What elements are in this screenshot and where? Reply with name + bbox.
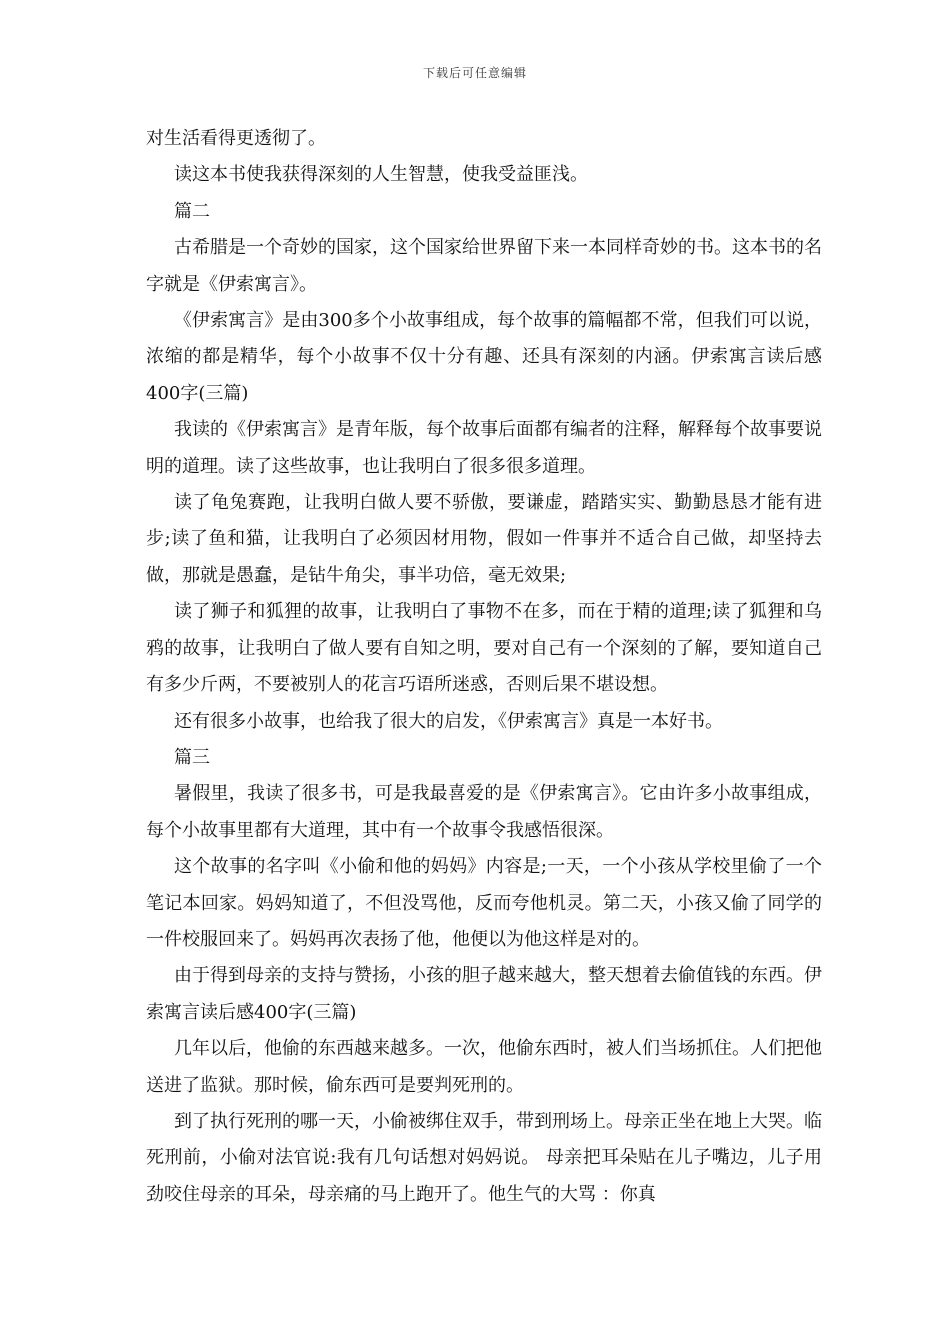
paragraph: 到了执行死刑的哪一天，小偷被绑住双手，带到刑场上。母亲正坐在地上大哭。临死刑前，小偷对法官说:我有几句话想对妈妈说。 母亲把耳朵贴在儿子嘴边，儿子用劲咬住母亲的耳朵，母亲痛的马上跑开了。他生气的大骂 ：你真 (146, 1110, 822, 1205)
paragraph: 读了狮子和狐狸的故事，让我明白了事物不在多，而在于精的道理;读了狐狸和乌鸦的故事，让我明白了做人要有自知之明，要对自己有一个深刻的了解，要知道自己有多少斤两，不要被别人的花言巧语所迷惑，否则后果不堪设想。 (146, 601, 822, 696)
paragraph: 这个故事的名字叫《小偷和他的妈妈》内容是;一天，一个小孩从学校里偷了一个笔记本回家。妈妈知道了，不但没骂他，反而夸他机灵。第二天，小孩又偷了同学的一件校服回来了。妈妈再次表扬了他，他便以为他这样是对的。 (146, 856, 822, 950)
paragraph: 古希腊是一个奇妙的国家，这个国家给世界留下来一本同样奇妙的书。这本书的名字就是《伊索寓言》。 (146, 237, 822, 295)
page-header: 下载后可任意编辑 (422, 66, 527, 80)
paragraph: 篇二 (174, 200, 210, 222)
document-body (146, 121, 822, 1213)
paragraph: 还有很多小故事，也给我了很大的启发，《伊索寓言》真是一本好书。 (174, 710, 723, 732)
paragraph: 读这本书使我获得深刻的人生智慧，使我受益匪浅。 (174, 164, 588, 186)
paragraph: 我读的《伊索寓言》是青年版，每个故事后面都有编者的注释，解释每个故事要说明的道理。读了这些故事，也让我明白了很多很多道理。 (146, 419, 822, 477)
paragraph: 篇三 (174, 746, 210, 768)
paragraph: 由于得到母亲的支持与赞扬，小孩的胆子越来越大，整天想着去偷值钱的东西。伊索寓言读后感400字(三篇) (146, 965, 822, 1023)
paragraph: 《伊索寓言》是由300多个小故事组成，每个故事的篇幅都不常，但我们可以说，浓缩的都是精华，每个小故事不仅十分有趣、还具有深刻的内涵。伊索寓言读后感400字(三篇) (146, 310, 822, 404)
paragraph: 对生活看得更透彻了。 (146, 128, 326, 149)
paragraph: 几年以后，他偷的东西越来越多。一次，他偷东西时，被人们当场抓住。人们把他送进了监狱。那时候，偷东西可是要判死刑的。 (146, 1038, 822, 1096)
paragraph: 读了龟兔赛跑，让我明白做人要不骄傲，要谦虚，踏踏实实、勤勤恳恳才能有进步;读了鱼和猫，让我明白了必须因材用物，假如一件事并不适合自己做，却坚持去做，那就是愚蠢，是钻牛角尖，事半功倍，毫无效果; (146, 492, 822, 586)
paragraph: 暑假里，我读了很多书，可是我最喜爱的是《伊索寓言》。它由许多小故事组成，每个小故事里都有大道理，其中有一个故事令我感悟很深。 (146, 783, 822, 841)
